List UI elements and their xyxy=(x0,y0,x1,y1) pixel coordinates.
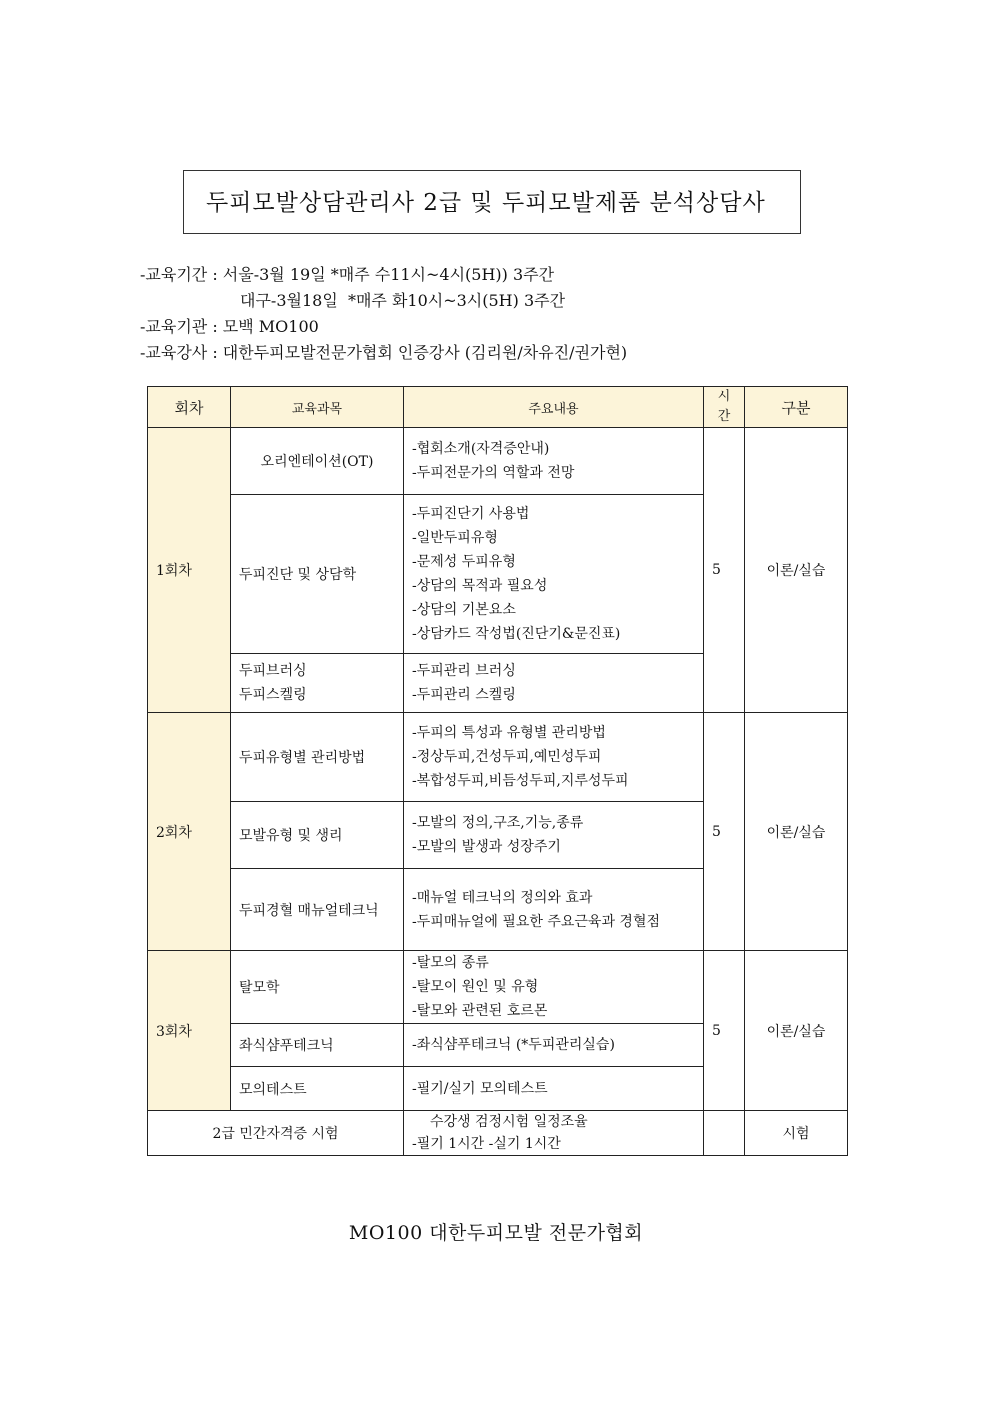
session-2-label: 2회차 xyxy=(148,713,231,951)
subject-cell xyxy=(231,654,404,713)
content-item: -매뉴얼 테크닉의 정의와 효과 xyxy=(412,889,593,906)
exam-content xyxy=(404,1111,704,1156)
header-subject: 교육과목 xyxy=(231,387,404,428)
content-item: -두피매뉴얼에 필요한 주요근육과 경혈점 xyxy=(412,913,660,930)
content-item: -문제성 두피유형 xyxy=(412,554,516,570)
footer-organization: MO100 대한두피모발 전문가협회 xyxy=(348,1222,644,1244)
session-1-category: 이론/실습 xyxy=(745,428,848,713)
instructors: -교육강사 : 대한두피모발전문가협회 인증강사 (김리원/차유진/권가현) xyxy=(140,343,628,362)
content-item: -모발의 정의,구조,기능,종류 xyxy=(412,815,584,831)
content-item: -상담의 목적과 필요성 xyxy=(412,578,548,594)
period-seoul: -교육기간 : 서울-3월 19일 *매주 수11시~4시(5H)) 3주간 xyxy=(140,265,555,284)
content-item: -두피관리 브러싱 xyxy=(412,663,516,679)
content-item: -모발의 발생과 성장주기 xyxy=(412,839,561,855)
header-time-2: 간 xyxy=(717,409,731,424)
header-category: 구분 xyxy=(745,387,848,428)
table-row xyxy=(148,951,848,1024)
session-1-label: 1회차 xyxy=(148,428,231,713)
subject-line: 두피브러싱 xyxy=(239,663,307,679)
exam-hours xyxy=(704,1111,745,1156)
schedule-table xyxy=(147,386,848,1156)
content-cell xyxy=(404,951,704,1024)
content-item: -일반두피유형 xyxy=(412,530,498,546)
session-1-hours: 5 xyxy=(704,428,745,713)
content-item: -상담카드 작성법(진단기&문진표) xyxy=(412,626,621,642)
subject-cell: 좌식샴푸테크닉 xyxy=(231,1024,404,1067)
header-content: 주요내용 xyxy=(404,387,704,428)
subject-cell: 오리엔테이션(OT) xyxy=(231,428,404,495)
content-item: -복합성두피,비듬성두피,지루성두피 xyxy=(412,773,629,789)
session-3-category: 이론/실습 xyxy=(745,951,848,1111)
content-cell xyxy=(404,802,704,869)
exam-category: 시험 xyxy=(745,1111,848,1156)
content-item: -협회소개(자격증안내) xyxy=(412,441,550,457)
table-row xyxy=(148,428,848,495)
subject-cell: 두피경혈 매뉴얼테크닉 xyxy=(231,869,404,951)
subject-cell: 모의테스트 xyxy=(231,1067,404,1111)
content-cell xyxy=(404,1067,704,1111)
table-row xyxy=(148,713,848,802)
content-cell xyxy=(404,713,704,802)
institution: -교육기관 : 모백 MO100 xyxy=(140,317,319,336)
document-title: 두피모발상담관리사 2급 및 두피모발제품 분석상담사 xyxy=(183,170,801,234)
subject-cell: 모발유형 및 생리 xyxy=(231,802,404,869)
content-cell xyxy=(404,869,704,951)
content-item: -두피전문가의 역할과 전망 xyxy=(412,465,575,481)
session-3-label: 3회차 xyxy=(148,951,231,1111)
content-cell xyxy=(404,1024,704,1067)
content-item: -상담의 기본요소 xyxy=(412,602,516,618)
period-daegu: 대구-3월18일 *매주 화10시~3시(5H) 3주간 xyxy=(240,291,566,310)
session-3-hours: 5 xyxy=(704,951,745,1111)
content-item: -정상두피,건성두피,예민성두피 xyxy=(412,749,602,765)
content-item: -탈모이 원인 및 유형 xyxy=(412,979,539,995)
table-header-row xyxy=(148,387,848,428)
content-cell xyxy=(404,428,704,495)
exam-label: 2급 민간자격증 시험 xyxy=(148,1111,404,1156)
subject-line: 두피스켈링 xyxy=(239,687,307,703)
header-time-1: 시 xyxy=(717,389,731,404)
exam-content-line: 수강생 검정시험 일정조율 xyxy=(430,1114,588,1130)
exam-content-line: -필기 1시간 -실기 1시간 xyxy=(412,1136,561,1152)
header-session: 회차 xyxy=(148,387,231,428)
exam-row xyxy=(148,1111,848,1156)
course-info xyxy=(140,262,627,366)
content-item: -두피진단기 사용법 xyxy=(412,506,530,522)
content-item: -두피의 특성과 유형별 관리방법 xyxy=(412,725,606,741)
subject-cell: 두피유형별 관리방법 xyxy=(231,713,404,802)
subject-cell: 두피진단 및 상담학 xyxy=(231,495,404,654)
header-time xyxy=(704,387,745,428)
content-cell xyxy=(404,654,704,713)
content-item: -탈모와 관련된 호르몬 xyxy=(412,1003,548,1019)
content-item: -두피관리 스켈링 xyxy=(412,687,516,703)
content-item: -필기/실기 모의테스트 xyxy=(412,1080,548,1097)
session-2-hours: 5 xyxy=(704,713,745,951)
session-2-category: 이론/실습 xyxy=(745,713,848,951)
subject-cell: 탈모학 xyxy=(231,951,404,1024)
content-cell xyxy=(404,495,704,654)
content-item: -탈모의 종류 xyxy=(412,955,489,971)
content-item: -좌식샴푸테크닉 (*두피관리실습) xyxy=(412,1037,615,1053)
